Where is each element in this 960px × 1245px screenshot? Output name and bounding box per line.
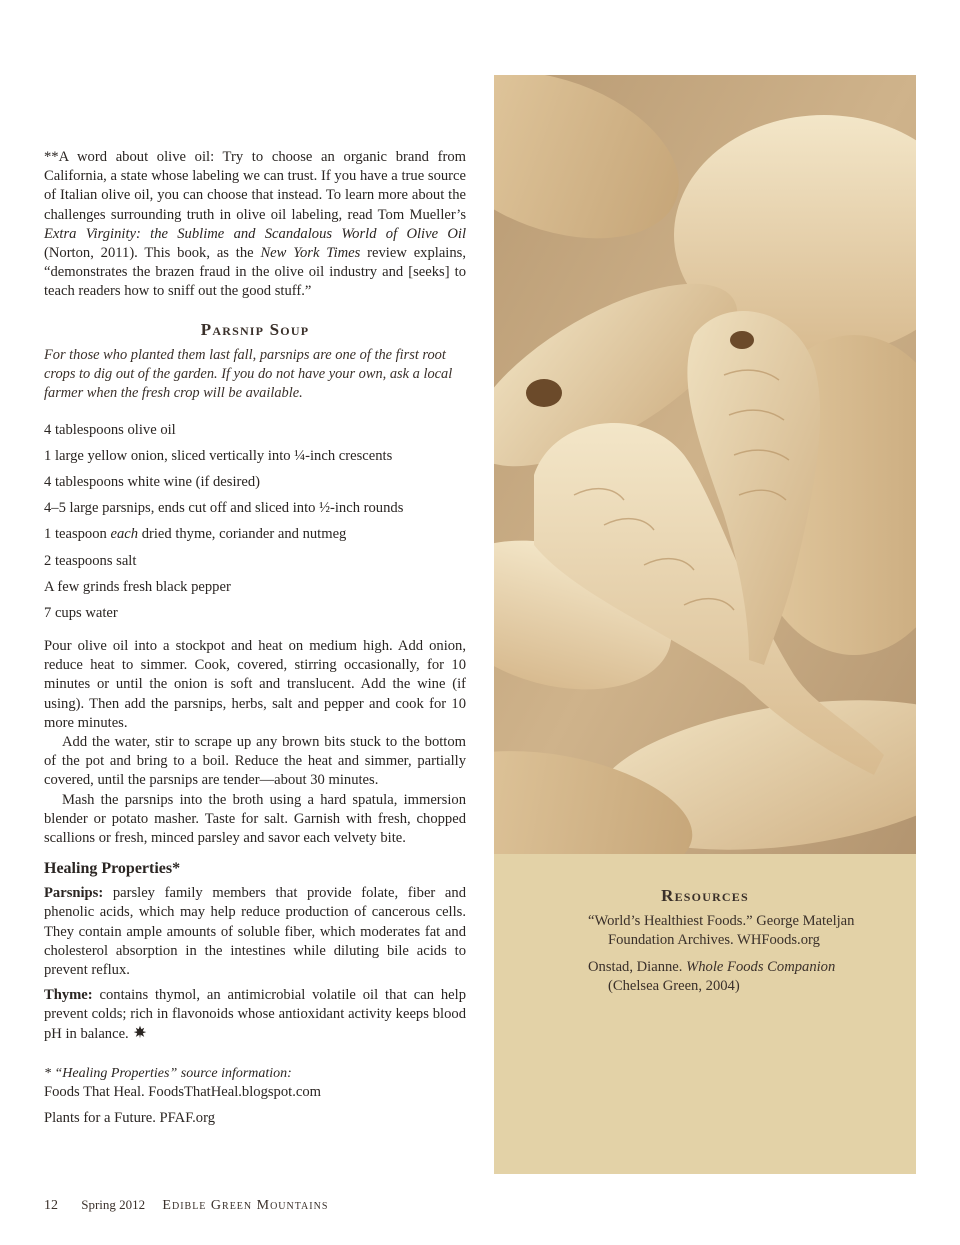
parsnips-text: parsley family members that provide folate, fiber and phenolic acids, which may help reduce production of cancerous cells. They contain ample amounts of soluble fiber, which moderates fat and cholesterol absorption in the intestines while diluting bile acids to prevent reflux. [44, 885, 466, 978]
thyme-term: Thyme: [44, 987, 93, 1004]
olive-note-text-2: (Norton, 2011). This book, as the [44, 245, 261, 262]
parsnip-photo [494, 75, 916, 854]
recipe-method [44, 637, 466, 848]
resource-item: “World’s Healthiest Foods.” George Mateljan Foundation Archives. WHFoods.org [588, 913, 855, 948]
recipe-intro: For those who planted them last fall, parsnips are one of the first root crops to dig out of the garden. If you do not have your own, ask a local farmer when the fresh crop will be available. [44, 346, 453, 401]
ingredient-item [44, 525, 466, 544]
sources-section [44, 1064, 466, 1128]
issue-label: Spring 2012 [81, 1197, 146, 1212]
thyme-text: contains thymol, an antimicrobial volatile oil that can help prevent colds; rich in flavonoids whose antioxidant activity keeps blood pH in balance. [44, 987, 466, 1042]
resource-item [588, 958, 886, 996]
parsnip-illustration [494, 75, 916, 854]
method-paragraph: Add the water, stir to scrape up any brown bits stuck to the bottom of the pot and bring to a boil. Reduce the heat and simmer, partially covered, until the parsnips are tender—about 30 minutes. [44, 733, 466, 789]
article-column [44, 148, 466, 1135]
ingredient-emphasis: each [110, 526, 139, 543]
ingredient-part: dried thyme, coriander and nutmeg [138, 526, 347, 543]
page-footer [44, 1197, 328, 1214]
ingredient-item: 7 cups water [44, 604, 118, 621]
leaf-icon [133, 1025, 147, 1039]
olive-note-text-3: review explains, “demonstrates the brazen fraud in the olive oil industry and [seeks] to teach readers how to sniff out the good stuff.” [44, 245, 466, 300]
review-source: New York Times [260, 245, 361, 262]
ingredient-item: 1 large yellow onion, sliced vertically into ¼-inch crescents [44, 447, 393, 464]
recipe-title: Parsnip Soup [200, 319, 310, 339]
ingredient-item: 4–5 large parsnips, ends cut off and sliced into ½-inch rounds [44, 500, 404, 517]
parsnips-property [44, 884, 466, 980]
resources-box [494, 854, 916, 1174]
ingredient-part: 1 teaspoon [44, 526, 111, 543]
olive-oil-note [44, 148, 466, 302]
resource-publisher: (Chelsea Green, 2004) [608, 978, 740, 994]
resource-book-title: Whole Foods Companion [686, 959, 836, 975]
ingredient-item: 4 tablespoons white wine (if desired) [44, 474, 261, 490]
book-title: Extra Virginity: the Sublime and Scandalous World of Olive Oil [44, 225, 466, 242]
resources-title: Resources [661, 886, 749, 905]
page-number: 12 [44, 1198, 58, 1213]
healing-properties-title: Healing Properties* [44, 860, 181, 878]
thyme-property [44, 986, 466, 1044]
magazine-name: Edible Green Mountains [162, 1198, 329, 1213]
source-line: Plants for a Future. PFAF.org [44, 1109, 215, 1126]
ingredient-list [44, 421, 466, 623]
method-paragraph: Mash the parsnips into the broth using a hard spatula, immersion blender or potato masher. Taste for salt. Garnish with fresh, chopped scallions or fresh, minced parsley and savor each velvety bite. [44, 791, 466, 846]
ingredient-item: A few grinds fresh black pepper [44, 578, 231, 595]
resource-author: Onstad, Dianne. [588, 959, 687, 975]
source-line: Foods That Heal. FoodsThatHeal.blogspot.com [44, 1083, 321, 1100]
parsnips-term: Parsnips: [44, 885, 104, 902]
olive-note-text-1: **A word about olive oil: Try to choose an organic brand from California, a state whose labeling we can trust. If you have a true source of Italian olive oil, you can choose that instead. To learn more about the challenges surrounding truth in olive oil labeling, read Tom Mueller’s [44, 149, 466, 223]
method-paragraph: Pour olive oil into a stockpot and heat on medium high. Add onion, reduce heat to simmer. Cook, covered, stirring occasionally, for 10 minutes or until the onion is soft and translucent. Add the wine (if using). Then add the parsnips, herbs, salt and pepper and cook for 10 more minutes. [44, 637, 466, 731]
sources-note: * “Healing Properties” source information: [44, 1065, 292, 1081]
ingredient-item: 2 teaspoons salt [44, 552, 137, 569]
ingredient-item: 4 tablespoons olive oil [44, 421, 176, 438]
